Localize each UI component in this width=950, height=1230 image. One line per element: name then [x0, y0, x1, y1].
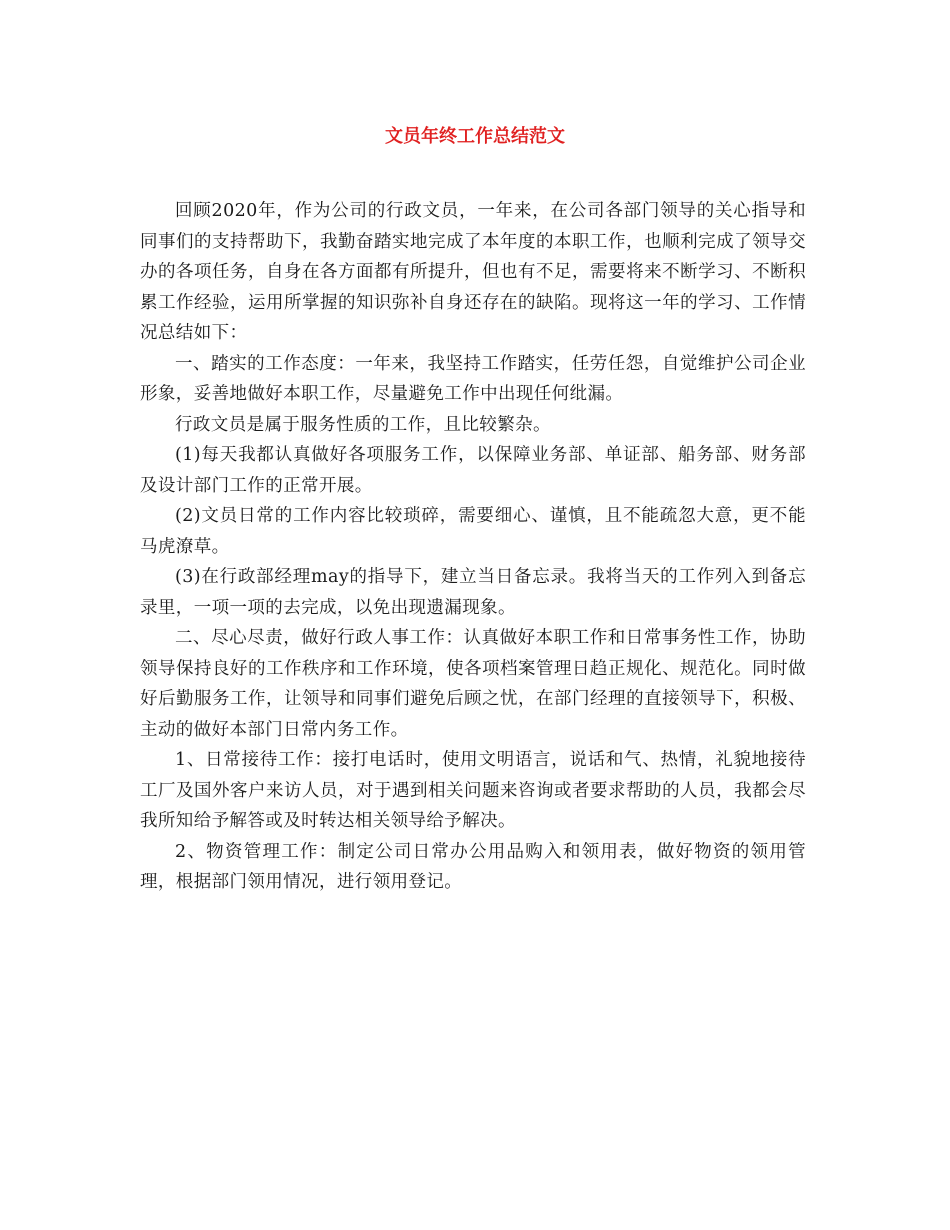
paragraph-item-1: (1)每天我都认真做好各项服务工作，以保障业务部、单证部、船务部、财务部及设计部门工作的正常开展。 — [140, 445, 806, 496]
paragraph-intro: 回顾2020年，作为公司的行政文员，一年来，在公司各部门领导的关心指导和同事们的支持帮助下，我勤奋踏实地完成了本年度的本职工作，也顺利完成了领导交办的各项任务，自身在各方面都有所提升，但也有不足，需要将来不断学习、不断积累工作经验，运用所掌握的知识弥补自身还存在的缺陷。现将这一年的学习、工作情况总结如下： — [140, 201, 806, 343]
paragraph-reception: 1、日常接待工作：接打电话时，使用文明语言，说话和气、热情，礼貌地接待工厂及国外客户来访人员，对于遇到相关问题来咨询或者要求帮助的人员，我都会尽我所知给予解答或及时转达相关领导给予解决。 — [140, 750, 806, 831]
document-title: 文员年终工作总结范文 — [385, 126, 565, 147]
paragraph-section-2: 二、尽心尽责，做好行政人事工作：认真做好本职工作和日常事务性工作，协助领导保持良好的工作秩序和工作环境，使各项档案管理日趋正规化、规范化。同时做好后勤服务工作，让领导和同事们避免后顾之忧，在部门经理的直接领导下，积极、主动的做好本部门日常内务工作。 — [140, 628, 806, 740]
paragraph-section-1: 一、踏实的工作态度：一年来，我坚持工作踏实，任劳任怨，自觉维护公司企业形象，妥善地做好本职工作，尽量避免工作中出现任何纰漏。 — [140, 353, 806, 404]
paragraph-item-2: (2)文员日常的工作内容比较琐碎，需要细心、谨慎，且不能疏忽大意，更不能马虎潦草。 — [140, 506, 806, 557]
document-body — [140, 196, 806, 898]
paragraph-item-3: (3)在行政部经理may的指导下，建立当日备忘录。我将当天的工作列入到备忘录里，一项一项的去完成，以免出现遗漏现象。 — [140, 567, 806, 618]
paragraph-service-note: 行政文员是属于服务性质的工作，且比较繁杂。 — [175, 414, 551, 435]
paragraph-supplies: 2、物资管理工作：制定公司日常办公用品购入和领用表，做好物资的领用管理，根据部门领用情况，进行领用登记。 — [140, 841, 806, 892]
